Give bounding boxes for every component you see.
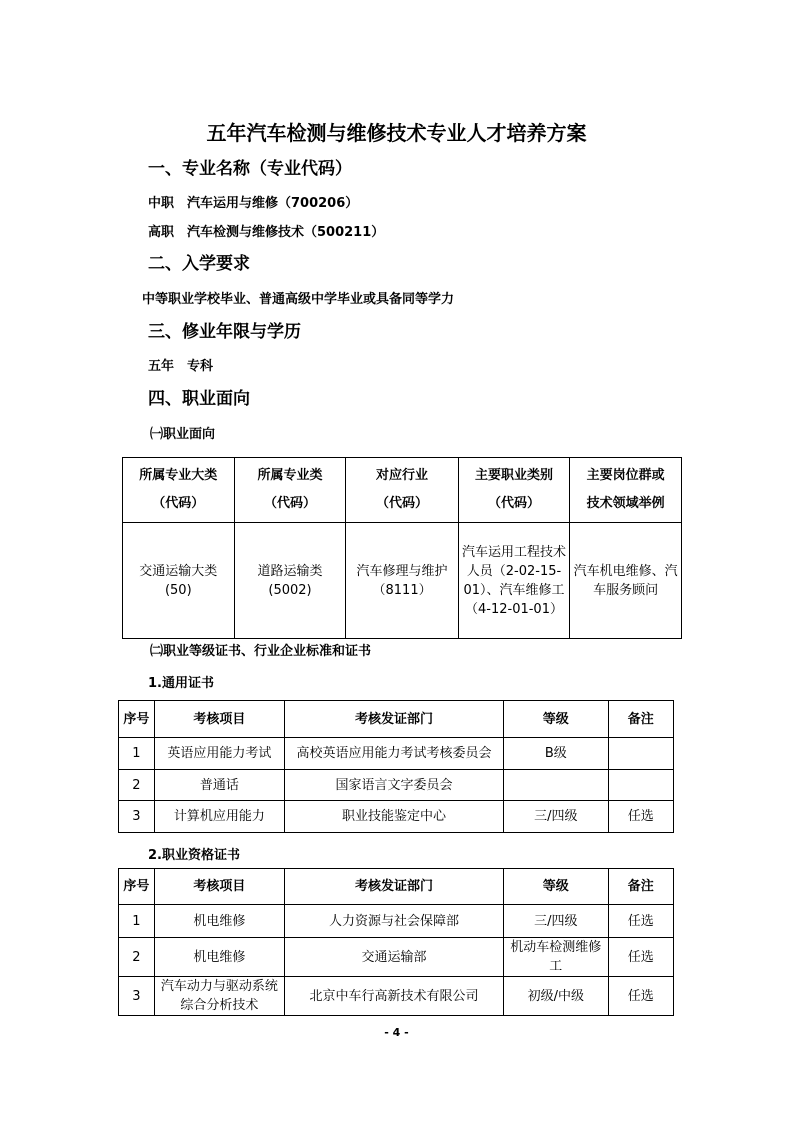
table-cell: 人力资源与社会保障部 xyxy=(284,905,503,938)
header-line: （代码） xyxy=(487,496,540,511)
header-line: 技术领域举例 xyxy=(586,496,665,511)
header-cell: 考核项目 xyxy=(154,869,284,905)
table-cell: 汽车修理与维护（8111） xyxy=(346,523,458,639)
table-header-row xyxy=(119,701,674,738)
career-table xyxy=(122,457,682,639)
subheading-general-certs: 1.通用证书 xyxy=(148,676,214,691)
header-cell: 考核发证部门 xyxy=(284,701,503,738)
table-cell: 2 xyxy=(119,938,155,977)
table-cell: 2 xyxy=(119,770,155,801)
duration-text: 五年 专科 xyxy=(148,359,214,374)
table-row xyxy=(119,801,674,833)
document-title: 五年汽车检测与维修技术专业人才培养方案 xyxy=(206,121,587,145)
table-cell: 交通运输部 xyxy=(284,938,503,977)
table-cell xyxy=(608,770,673,801)
header-line: （代码） xyxy=(152,496,205,511)
table-cell: 汽车机电维修、汽车服务顾问 xyxy=(570,523,682,639)
table-cell: 机电维修 xyxy=(154,905,284,938)
table-cell: 3 xyxy=(119,801,155,833)
table-cell: 英语应用能力考试 xyxy=(154,738,284,770)
table-row xyxy=(123,523,682,639)
header-cell: 序号 xyxy=(119,701,155,738)
header-cell xyxy=(234,458,346,523)
header-line: 所属专业大类 xyxy=(139,468,218,483)
table-cell: 国家语言文字委员会 xyxy=(284,770,503,801)
header-cell: 备注 xyxy=(608,701,673,738)
general-cert-table xyxy=(118,700,674,833)
table-cell: 3 xyxy=(119,977,155,1016)
header-cell xyxy=(123,458,235,523)
header-cell xyxy=(570,458,682,523)
major-line-secondary: 中职 汽车运用与维修（700206） xyxy=(148,196,359,211)
section-heading-4: 四、职业面向 xyxy=(148,389,250,409)
table-cell: 机动车检测维修工 xyxy=(504,938,609,977)
subheading-career: ㈠职业面向 xyxy=(150,427,216,442)
table-cell xyxy=(608,738,673,770)
header-line: 主要岗位群或 xyxy=(586,468,665,483)
table-cell: 任选 xyxy=(608,938,673,977)
qualification-cert-table xyxy=(118,868,674,1016)
table-cell: 道路运输类(5002) xyxy=(234,523,346,639)
header-line: 所属专业类 xyxy=(257,468,323,483)
header-cell: 考核发证部门 xyxy=(284,869,503,905)
header-line: （代码） xyxy=(264,496,317,511)
header-cell xyxy=(458,458,570,523)
table-row xyxy=(119,938,674,977)
subheading-certificates: ㈡职业等级证书、行业企业标准和证书 xyxy=(150,644,372,659)
table-cell: B级 xyxy=(504,738,609,770)
table-row xyxy=(119,738,674,770)
table-cell: 任选 xyxy=(608,801,673,833)
table-cell: 职业技能鉴定中心 xyxy=(284,801,503,833)
table-cell xyxy=(504,770,609,801)
header-cell: 等级 xyxy=(504,701,609,738)
table-cell: 三/四级 xyxy=(504,905,609,938)
section-heading-3: 三、修业年限与学历 xyxy=(148,322,301,342)
subheading-qualification-certs: 2.职业资格证书 xyxy=(148,848,240,863)
table-cell: 机电维修 xyxy=(154,938,284,977)
table-cell: 三/四级 xyxy=(504,801,609,833)
table-row xyxy=(119,905,674,938)
table-row xyxy=(119,770,674,801)
header-line: （代码） xyxy=(376,496,429,511)
table-cell: 普通话 xyxy=(154,770,284,801)
section-heading-2: 二、入学要求 xyxy=(148,254,250,274)
admission-text: 中等职业学校毕业、普通高级中学毕业或具备同等学力 xyxy=(142,292,455,307)
table-header-row xyxy=(123,458,682,523)
section-heading-1: 一、专业名称（专业代码） xyxy=(148,159,352,179)
table-header-row xyxy=(119,869,674,905)
table-cell: 初级/中级 xyxy=(504,977,609,1016)
header-cell: 考核项目 xyxy=(154,701,284,738)
header-line: 主要职业类别 xyxy=(474,468,553,483)
table-cell: 北京中车行高新技术有限公司 xyxy=(284,977,503,1016)
header-cell: 备注 xyxy=(608,869,673,905)
table-cell: 计算机应用能力 xyxy=(154,801,284,833)
header-cell: 等级 xyxy=(504,869,609,905)
table-cell: 交通运输大类(50) xyxy=(123,523,235,639)
table-cell: 汽车动力与驱动系统综合分析技术 xyxy=(154,977,284,1016)
table-cell: 汽车运用工程技术人员（2-02-15-01）、汽车维修工（4-12-01-01） xyxy=(458,523,570,639)
table-cell: 1 xyxy=(119,738,155,770)
page-number: - 4 - xyxy=(384,1026,409,1039)
table-cell: 1 xyxy=(119,905,155,938)
table-cell: 任选 xyxy=(608,905,673,938)
header-cell: 序号 xyxy=(119,869,155,905)
header-line: 对应行业 xyxy=(376,468,429,483)
table-cell: 高校英语应用能力考试考核委员会 xyxy=(284,738,503,770)
table-row xyxy=(119,977,674,1016)
major-line-higher: 高职 汽车检测与维修技术（500211） xyxy=(148,225,385,240)
table-cell: 任选 xyxy=(608,977,673,1016)
header-cell xyxy=(346,458,458,523)
